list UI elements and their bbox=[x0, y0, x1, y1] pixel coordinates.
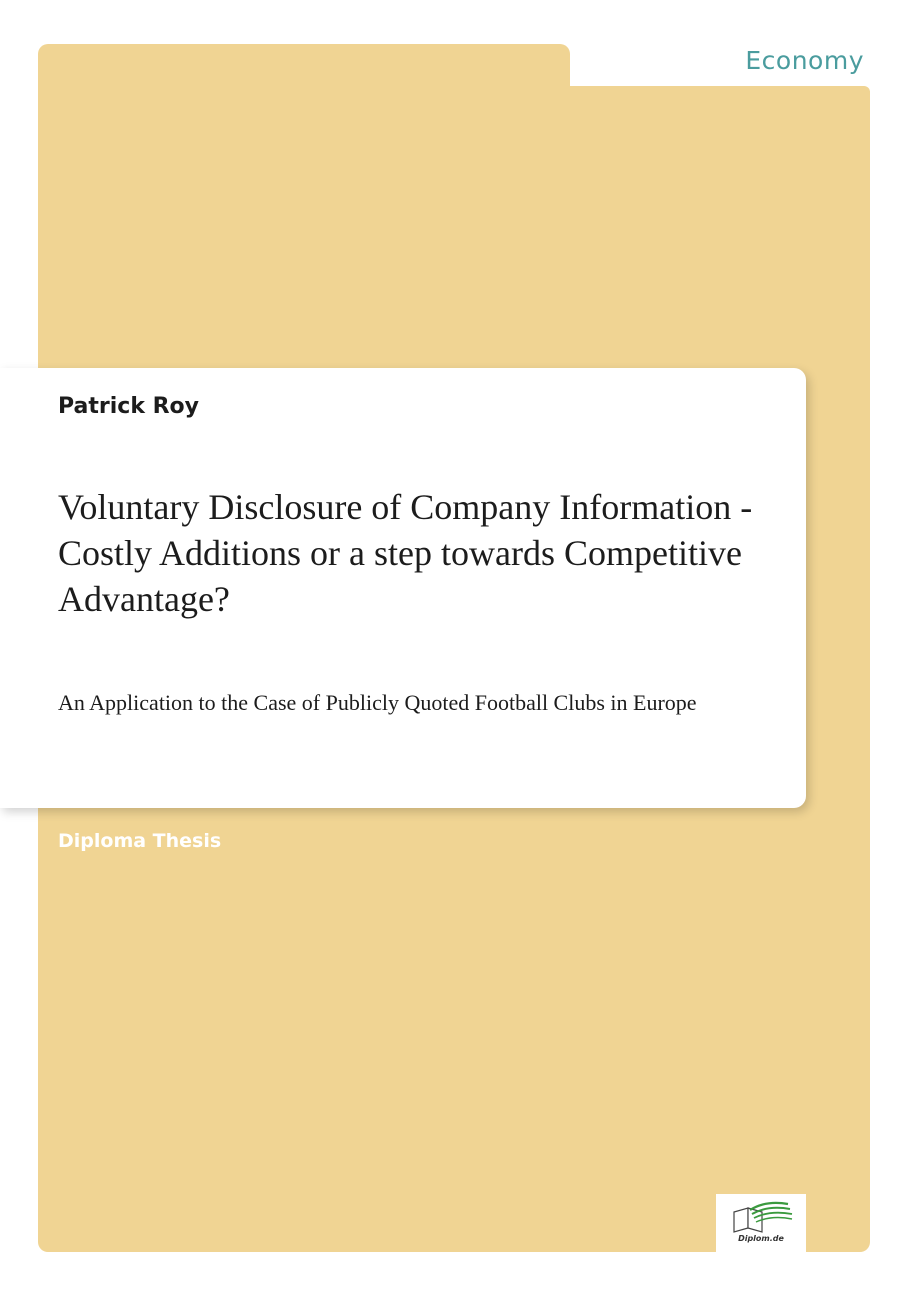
author-name: Patrick Roy bbox=[58, 394, 200, 419]
publisher-logo bbox=[716, 1194, 806, 1252]
publisher-logo-text: Diplom.de bbox=[738, 1234, 784, 1243]
book-title: Voluntary Disclosure of Company Information - Costly Additions or a step towards Competitive Advantage? bbox=[58, 487, 753, 619]
book-subtitle: An Application to the Case of Publicly Quoted Football Clubs in Europe bbox=[58, 690, 697, 715]
publisher-logo-icon bbox=[726, 1198, 796, 1236]
category-label: Economy bbox=[745, 46, 864, 75]
document-type-label: Diploma Thesis bbox=[58, 830, 222, 852]
